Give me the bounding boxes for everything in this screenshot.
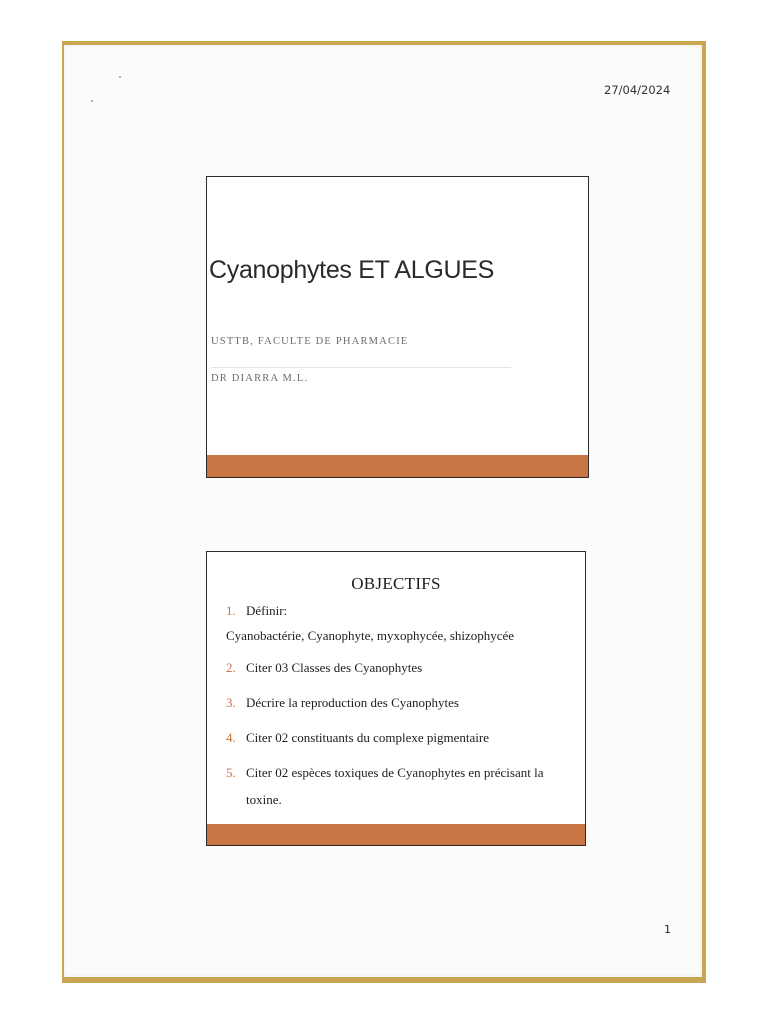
objective-item [226,660,422,676]
institution-label: USTTB, FACULTE DE PHARMACIE [211,336,409,347]
objective-number: 2. [226,660,236,675]
objective-number: 1. [226,603,236,618]
speck [119,76,121,78]
page-number: 1 [664,923,671,936]
slide-footer-bar [207,824,585,845]
objective-item [226,695,459,711]
slide-footer-bar [207,455,588,477]
print-date: 27/04/2024 [604,83,671,97]
objective-continuation: toxine. [246,792,282,807]
objective-text: Définir: [246,603,288,618]
objective-text: Citer 02 espèces toxiques de Cyanophytes en précisant la [246,765,544,780]
objective-number: 3. [226,695,236,710]
slide-title: Cyanophytes ET ALGUES [209,256,495,284]
objectives-slide [206,551,586,846]
objective-item [226,603,287,619]
author-label: DR DIARRA M.L. [211,373,309,384]
subtitle-divider [211,367,511,368]
objective-item [226,730,489,746]
objectives-heading: OBJECTIFS [351,574,441,593]
objective-text: Citer 03 Classes des Cyanophytes [246,660,423,675]
objective-number: 4. [226,730,236,745]
objective-number: 5. [226,765,236,780]
objective-text: Citer 02 constituants du complexe pigmentaire [246,730,489,745]
objective-text: Décrire la reproduction des Cyanophytes [246,695,459,710]
title-slide [206,176,589,478]
speck [91,100,93,102]
objective-continuation: Cyanobactérie, Cyanophyte, myxophycée, shizophycée [226,628,515,643]
objective-item [226,765,543,781]
